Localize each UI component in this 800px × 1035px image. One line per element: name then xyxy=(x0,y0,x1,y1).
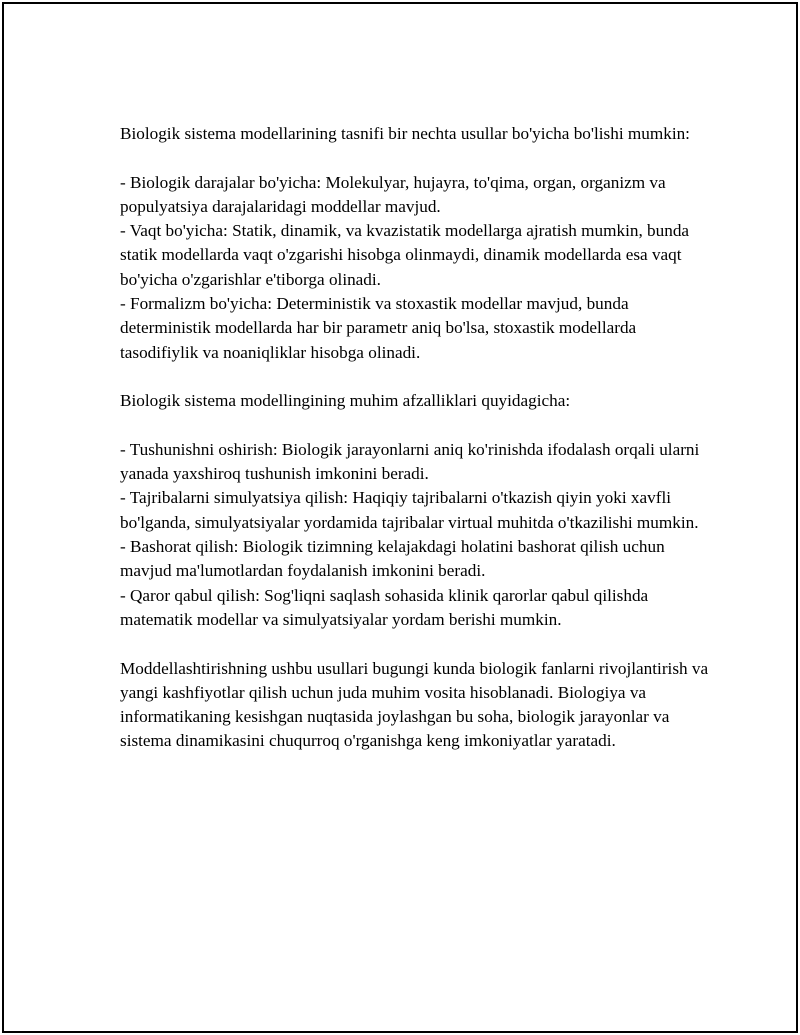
advantage-item: - Bashorat qilish: Biologik tizimning kelajakdagi holatini bashorat qilish uchun mavjud ma'lumotlardan foydalanish imkonini beradi. xyxy=(120,537,665,581)
advantages-heading: Biologik sistema modellingining muhim afzalliklari quyidagicha: xyxy=(120,391,571,411)
intro-paragraph: Biologik sistema modellarining tasnifi bir nechta usullar bo'yicha bo'lishi mumkin: xyxy=(120,124,690,143)
paragraph-gap xyxy=(120,414,710,438)
page-frame xyxy=(2,2,798,1033)
document-body xyxy=(120,122,710,754)
paragraph-gap xyxy=(120,146,710,170)
advantage-item: - Tajribalarni simulyatsiya qilish: Haqiqiy tajribalarni o'tkazish qiyin yoki xavfli bo'lganda, simulyatsiyalar yordamida tajribalar virtual muhitda o'tkazilishi mumkin. xyxy=(120,488,699,532)
advantage-item: - Qaror qabul qilish: Sog'liqni saqlash sohasida klinik qarorlar qabul qilishda matematik modellar va simulyatsiyalar yordam berishi mumkin. xyxy=(120,585,649,629)
conclusion-paragraph: Moddellashtirishning ushbu usullari bugungi kunda biologik fanlarni rivojlantirish va yangi kashfiyotlar qilish uchun juda muhim vosita hisoblanadi. Biologiya va informatikaning kesishgan nuqtasida joylashgan bu soha, biologik jarayonlar va sistema dinamikasini chuqurroq o'rganishga keng imkoniyatlar yaratadi. xyxy=(120,658,709,751)
paragraph-gap xyxy=(120,365,710,389)
paragraph-gap xyxy=(120,632,710,656)
classification-item: - Vaqt bo'yicha: Statik, dinamik, va kvazistatik modellarga ajratish mumkin, bunda statik modellarda vaqt o'zgarishi hisobga olinmaydi, dinamik modellarda esa vaqt bo'yicha o'zgarishlar e'tiborga olinadi. xyxy=(120,221,690,289)
classification-item: - Formalizm bo'yicha: Deterministik va stoxastik modellar mavjud, bunda deterministik modellarda har bir parametr aniq bo'lsa, stoxastik modellarda tasodifiylik va noaniqliklar hisobga olinadi. xyxy=(120,294,637,362)
classification-item: - Biologik darajalar bo'yicha: Molekulyar, hujayra, to'qima, organ, organizm va populyatsiya darajalaridagi moddellar mavjud. xyxy=(120,172,666,216)
advantage-item: - Tushunishni oshirish: Biologik jarayonlarni aniq ko'rinishda ifodalash orqali ularni yanada yaxshiroq tushunish imkonini beradi. xyxy=(120,439,700,484)
